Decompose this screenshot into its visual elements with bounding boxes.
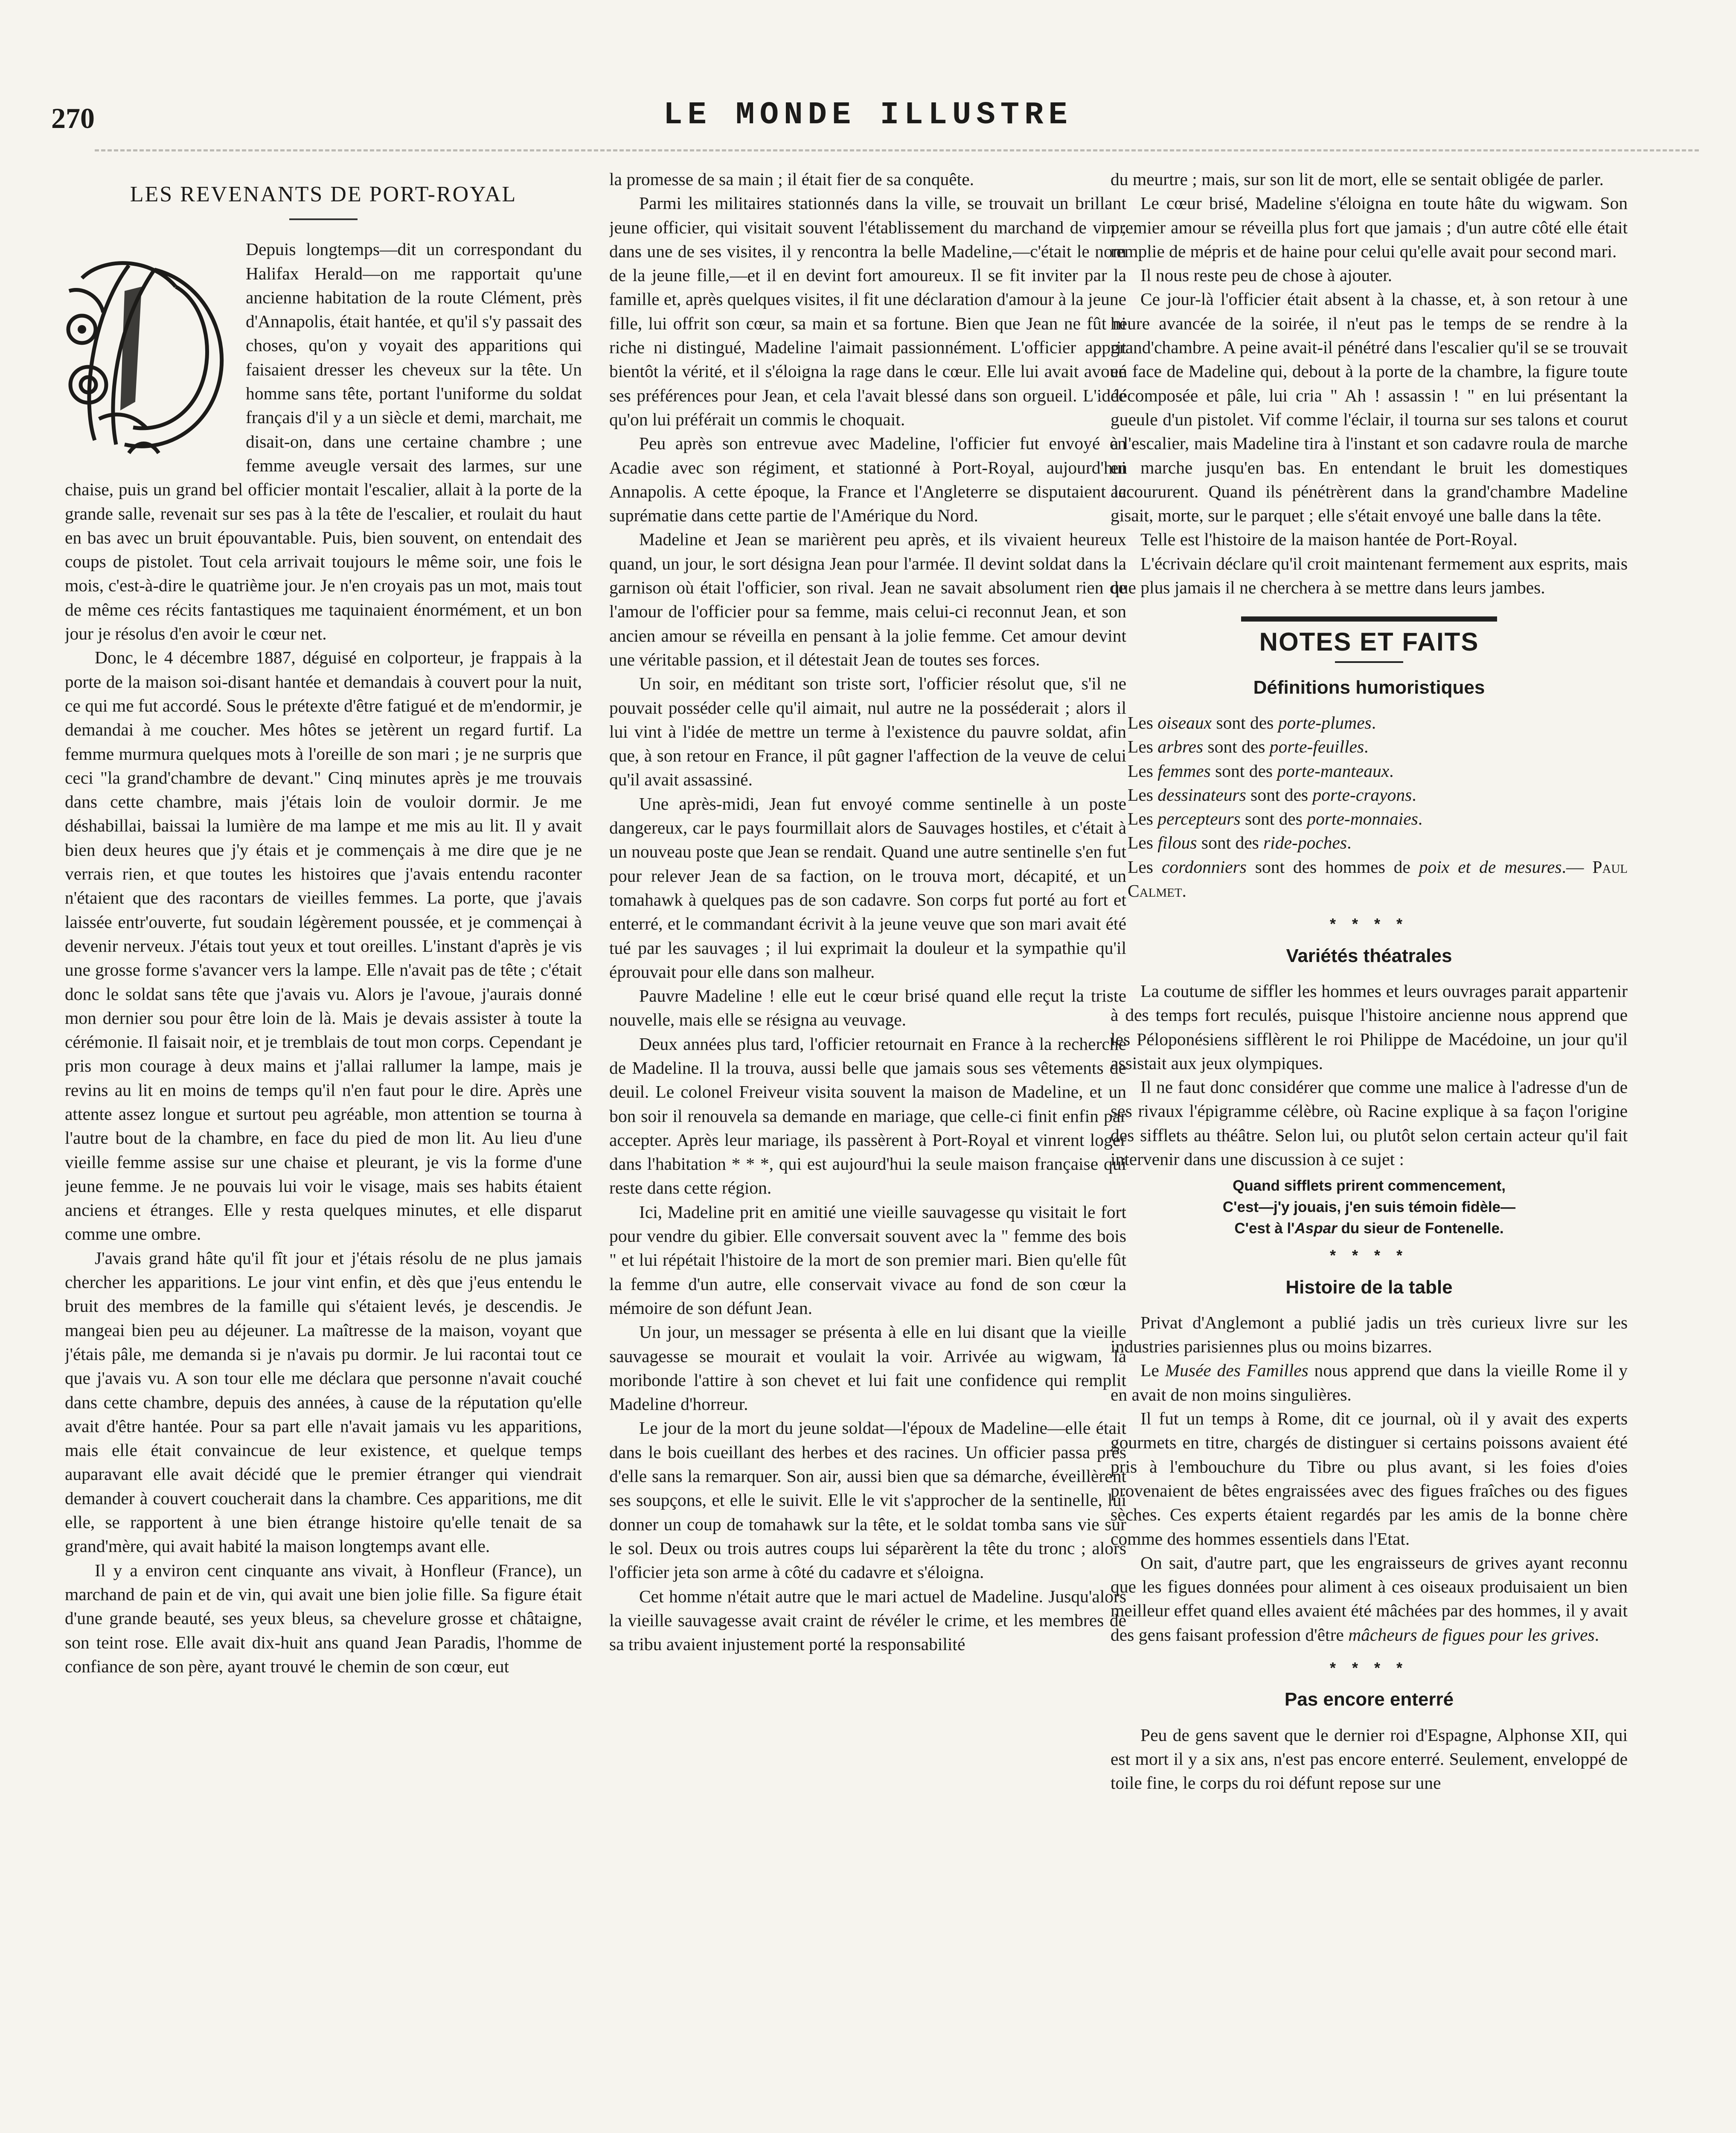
note-paragraph: La coutume de siffler les hommes et leurs ouvrages parait appartenir à des temps fort reculés, puisque l'histoire ancienne nous apprend que les Péloponésiens sifflèrent le roi Philippe de Macédoine, un jour qu'il assistait aux jeux olympiques. bbox=[1111, 981, 1628, 1073]
article-paragraph: J'avais grand hâte qu'il fît jour et j'étais résolu de ne plus jamais chercher les apparitions. Le jour vint enfin, et dès que j'eus entendu le bruit des membres de la famille qui s'étaient levés, je descendis. Je mangeai bien peu au déjeuner. La maîtresse de la maison, voyant que j'étais pâle, me demanda si je n'avais pu dormir. Je lui racontai tout ce que j'avais vu. A son tour elle me déclara que personne n'avait couché dans cette chambre, depuis des années, à cause de la réputation qu'elle avait d'être hantée. Pour sa part elle n'avait jamais vu les apparitions, mais elle était convaincue de leur existence, et quelque temps auparavant elle avait décidé que le premier étranger qui viendrait demander à couvert coucherait dans la chambre. Ces apparitions, me dit elle, se rapportent à une bien étrange histoire qu'elle tenait de sa grand'mère, qui avait habité la maison longtemps avant elle. bbox=[65, 1248, 582, 1556]
title-rule bbox=[289, 218, 358, 220]
article-paragraph: Parmi les militaires stationnés dans la ville, se trouvait un brillant jeune officier, qui visitait souvent l'établissement du marchand de vin ; dans une de ses visites, il y rencontra la belle Madeline,—c'était le nom de la jeune fille,—et il en devint fort amoureux. Il se fit inviter par la famille et, après quelques visites, il fit une déclaration d'amour à la jeune fille, lui offrit son cœur, sa main et sa fortune. Bien que Jean ne fût ni riche ni distingué, Madeline l'aimait passionnément. L'officier apprit bientôt la vérité, et il s'éloigna la rage dans le cœur. Elle lui avait avoué ses préférences pour Jean, et cela l'avait blessé dans son orgueil. L'idée qu'on lui préférait un commis le choquait. bbox=[609, 193, 1126, 429]
drop-cap-letter: D bbox=[246, 239, 259, 259]
article-paragraph: Il y a environ cent cinquante ans vivait, à Honfleur (France), un marchand de pain et de vin, qui avait une bien jolie fille. Sa figure était d'une grande beauté, ses yeux bleus, sa chevelure grosse et châtaigne, son teint rose. Elle avait dix-huit ans quand Jean Paradis, l'homme de confiance de son père, ayant trouvé le chemin de son cœur, eut bbox=[65, 1560, 582, 1676]
article-paragraph: Il nous reste peu de chose à ajouter. bbox=[1140, 265, 1393, 285]
article-paragraph: la promesse de sa main ; il était fier de sa conquête. bbox=[609, 169, 974, 189]
article-paragraph: Un soir, en méditant son triste sort, l'officier résolut que, s'il ne pouvait posséder celle qu'il aimait, nul autre ne la posséderait ; alors il lui vint à l'idée de mettre un terme à l'existence du pauvre soldat, afin que, à son retour en France, il pût gagner l'affection de la veuve de celui qu'il avait assassiné. bbox=[609, 674, 1126, 790]
article-paragraph: L'écrivain déclare qu'il croit maintenant fermement aux esprits, mais que plus jamais il ne cherchera à se mettre dans leurs jambes. bbox=[1111, 553, 1628, 598]
article-paragraph: Peu après son entrevue avec Madeline, l'officier fut envoyé en Acadie avec son régiment, et stationné à Port-Royal, aujourd'hui Annapolis. A cette époque, la France et l'Angleterre se disputaient la suprématie dans cette partie de l'Amérique du Nord. bbox=[609, 433, 1126, 526]
subsection-title: Variétés théatrales bbox=[1286, 945, 1452, 966]
article-paragraph: Une après-midi, Jean fut envoyé comme sentinelle à un poste dangereux, car le pays fourmillait alors de Sauvages hostiles, et c'était à un nouveau poste que Jean se rendait. Quand une autre sentinelle s'en fut pour relever Jean de sa faction, on le trouva mort, décapité, et un tomahawk à quelques pas de son cadavre. Son corps fut porté au fort et enterré, et le commandant écrivit à la jeune veuve que son mari avait été tué par les sauvages ; il lui exprimait la douleur et la sympathie qu'il éprouvait pour elle dans son malheur. bbox=[609, 793, 1126, 982]
note-paragraph: Le Musée des Familles nous apprend que dans la vieille Rome il y en avait de non moins singulières. bbox=[1111, 1360, 1628, 1404]
note-paragraph: Il ne faut donc considérer que comme une malice à l'adresse d'un de ses rivaux l'épigramme célèbre, où Racine explique à sa façon l'origine des sifflets au théâtre. Selon lui, ou plutôt selon certain acteur qu'il fait intervenir dans une discussion à ce sujet : bbox=[1111, 1077, 1628, 1169]
column-2 bbox=[609, 167, 1126, 2133]
definition-item: Les percepteurs sont des porte-monnaies. bbox=[1128, 809, 1423, 829]
article-paragraph: Ce jour-là l'officier était absent à la chasse, et, à son retour à une heure avancée de la soirée, il n'eut pas le temps de se rendre à la grand'chambre. A peine avait-il pénétré dans l'escalier qu'il se se trouvait en face de Madeline qui, debout à la porte de la chambre, la figure toute décomposée et pâle, lui cria " Ah ! assassin ! " en lui présentant la gueule d'un pistolet. Vif comme l'éclair, il tourna sur ses talons et courut à l'escalier, mais Madeline tira à l'instant et son cadavre roula de marche en marche jusqu'en bas. En entendant le bruit les domestiques accoururent. Quand ils pénétrèrent dans la grand'chambre Madeline gisait, morte, sur le parquet ; elle s'était envoyé une balle dans la tête. bbox=[1111, 289, 1628, 526]
article-paragraph: Cet homme n'était autre que le mari actuel de Madeline. Jusqu'alors la vieille sauvagesse avait craint de révéler le crime, et les membres de sa tribu avaient injustement porté la responsabilité bbox=[609, 1586, 1126, 1654]
column-3 bbox=[1111, 167, 1628, 2133]
note-paragraph: On sait, d'autre part, que les engraisseurs de grives ayant reconnu que les figues données pour aliment à ces oiseaux produisaient un bien meilleur effet quand elles avaient été mâchées par des hommes, il y avait des gens faisant profession d'être mâcheurs de figues pour les grives. bbox=[1111, 1552, 1628, 1645]
article-paragraph: Le jour de la mort du jeune soldat—l'époux de Madeline—elle était dans le bois cueillant des herbes et des racines. Un officier passa près d'elle sans la remarquer. Son air, aussi bien que sa démarche, éveillèrent ses soupçons, et elle le suivit. Elle le vit s'approcher de la sentinelle, lui donner un coup de tomahawk sur la tête, et le soldat tomba sans vie sur le sol. Deux ou trois autres coups lui séparèrent la tête du tronc ; alors l'officier jeta son arme à côté du cadavre et s'éloigna. bbox=[609, 1418, 1126, 1582]
note-paragraph: Privat d'Anglemont a publié jadis un très curieux livre sur les industries parisiennes plus ou moins bizarres. bbox=[1111, 1312, 1628, 1357]
journal-title: LE MONDE ILLUSTRE bbox=[663, 97, 1073, 133]
section-rule-bottom bbox=[1335, 661, 1403, 663]
article-paragraph: Deux années plus tard, l'officier retournait en France à la recherche de Madeline. Il la trouva, aussi belle que jamais sous ses vêtements de deuil. Le colonel Freiveur visita souvent la maison de Madeline, et un bon soir il renouvela sa demande en mariage, que celle-ci finit enfin par accepter. Après leur mariage, ils passèrent à Port-Royal et vinrent loger dans l'habitation * * *, qui est aujourd'hui la seule maison française qui reste dans cette région. bbox=[609, 1034, 1126, 1198]
header-rule bbox=[95, 149, 1699, 151]
definition-item: Les oiseaux sont des porte-plumes. bbox=[1128, 712, 1376, 732]
separator-stars: * * * * bbox=[1329, 1659, 1409, 1677]
subsection-title: Définitions humoristiques bbox=[1253, 677, 1485, 698]
definition-item: Les filous sont des ride-poches. bbox=[1128, 833, 1352, 853]
note-paragraph: Il fut un temps à Rome, dit ce journal, où il y avait des experts gourmets en titre, chargés de distinguer si certains poissons avaient été pris à l'embouchure du Tibre ou plus avant, si les foies d'oies provenaient de bêtes engraissées avec des figues fraîches ou des figues sèches. Ces experts étaient regardés par les amis de la bonne chère comme des hommes essentiels dans l'Etat. bbox=[1111, 1409, 1628, 1549]
column-1 bbox=[65, 167, 582, 2133]
section-rule-top bbox=[1241, 616, 1497, 622]
note-paragraph: Peu de gens savent que le dernier roi d'Espagne, Alphonse XII, qui est mort il y a six ans, n'est pas encore enterré. Seulement, enveloppé de toile fine, le corps du roi défunt repose sur une bbox=[1111, 1725, 1628, 1793]
definition-item: Les dessinateurs sont des porte-crayons. bbox=[1128, 785, 1416, 805]
ornamental-initial-d bbox=[65, 240, 236, 466]
section-title: NOTES ET FAITS bbox=[1259, 628, 1479, 657]
article-paragraph: Le cœur brisé, Madeline s'éloigna en toute hâte du wigwam. Son premier amour se réveilla plus fort que jamais ; d'un autre côté elle était remplie de mépris et de haine pour celui qu'elle avait pour second mari. bbox=[1111, 193, 1628, 261]
article-paragraph: Un jour, un messager se présenta à elle en lui disant que la vieille sauvagesse se mourait et voulait la voir. Arrivée au wigwam, la moribonde l'attire à son chevet et lui fait une confidence qui remplit Madeline d'horreur. bbox=[609, 1322, 1126, 1414]
article-paragraph: Telle est l'histoire de la maison hantée de Port-Royal. bbox=[1140, 529, 1518, 549]
definition-item: Les arbres sont des porte-feuilles. bbox=[1128, 737, 1369, 757]
separator-stars: * * * * bbox=[1329, 915, 1409, 933]
author-signature: Paul Calmet. bbox=[1128, 857, 1628, 901]
page-number: 270 bbox=[51, 102, 95, 134]
article-paragraph: Ici, Madeline prit en amitié une vieille sauvagesse qu visitait le fort pour vendre du gibier. Elle conversait souvent avec la " femme des bois " et lui répétait l'histoire de la mort de son premier mari. Bien qu'elle fût la femme d'un autre, elle conservait vivace au fond de son cœur la mémoire de son défunt Jean. bbox=[609, 1202, 1126, 1318]
article-paragraph: Donc, le 4 décembre 1887, déguisé en colporteur, je frappais à la porte de la maison soi-disant hantée et demandais à couvert pour la nuit, ce qui me fut accordé. Sous le prétexte d'être fatigué et de m'endormir, je demandai à me coucher. Mes hôtes se jetèrent un regard furtif. La femme murmura quelques mots à l'oreille de son mari ; je ne surpris que ceci "la grand'chambre de devant." Cinq minutes après je me trouvais dans cette chambre, mais j'étais loin de vouloir dormir. Je me déshabillai, baissai la lumière de ma lampe et me mis au lit. Il y avait bien deux heures que j'y étais et je commençais à me dire que je ne verrais rien, et que toutes les histoires que j'avais entendu raconter n'étaient que des racontars de vieilles femmes. La porte, que j'avais laissée entr'ouverte, fut soudain légèrement poussée, et je commençai à devenir nerveux. J'étais tout yeux et tout oreilles. L'instant d'après je vis une grosse forme s'avancer vers la lampe. Elle n'avait pas de tête ; c'était donc le soldat sans tête que j'avais vu. Alors je l'avoue, j'aurais donné mon dernier sou pour être loin de là. Mais je devais assister à toute la cérémonie. Il faisait noir, et je tremblais de tout mon corps. Cependant je pris mon courage à deux mains et j'allai rallumer la lampe, mais je revins au lit en moins de temps qu'il n'en faut pour le dire. Après une attente assez longue et surtout peu agréable, mon attention se tourna à l'autre bout de la chambre, en face du pied de mon lit. Au lieu d'une vieille femme assise sur une chaise et pleurant, je vis la forme d'une jeune femme. Je ne pouvais lui voir le visage, mais ses habits étaient anciens et étranges. Elle y resta quelques minutes, et elle disparut comme une ombre. bbox=[65, 648, 582, 1244]
definition-item: Les femmes sont des porte-manteaux. bbox=[1128, 761, 1394, 781]
definition-item: Les cordonniers sont des hommes de poix et de mesures.— Paul Calmet. bbox=[1128, 857, 1628, 901]
article-paragraph: Pauvre Madeline ! elle eut le cœur brisé quand elle reçut la triste nouvelle, mais elle se résigna au veuvage. bbox=[609, 986, 1126, 1030]
verse-quote: Quand sifflets prirent commencement, C'est—j'y jouais, j'en suis témoin fidèle— C'est à l'Aspar du sieur de Fontenelle. bbox=[1222, 1177, 1516, 1237]
subsection-title: Histoire de la table bbox=[1285, 1276, 1453, 1298]
separator-stars: * * * * bbox=[1329, 1247, 1409, 1264]
article-title: LES REVENANTS DE PORT-ROYAL bbox=[130, 182, 517, 206]
article-paragraph: du meurtre ; mais, sur son lit de mort, elle se sentait obligée de parler. bbox=[1111, 169, 1604, 189]
article-paragraph: Madeline et Jean se marièrent peu après, et ils vivaient heureux quand, un jour, le sort désigna Jean pour l'armée. Il devint soldat dans la garnison où était l'officier, son rival. Jean ne savait absolument rien de l'amour de l'officier pour sa femme, mais celui-ci reconnut Jean, et son ancien amour se réveilla en pensant à la jolie femme. Cet amour devint une véritable passion, et il détestait Jean de toutes ses forces. bbox=[609, 529, 1126, 669]
article-paragraph: Depuis longtemps—dit un correspondant du Halifax Herald—on me rapportait qu'une ancienne habitation de la route Clément, près d'Annapolis, était hantée, et qu'il s'y passait des choses, qu'on y voyait des apparitions qui faisaient dresser les cheveux sur la tête. Un homme sans tête, portant l'uniforme du soldat français d'il y a un siècle et demi, marchait, me disait-on, dans une certaine chambre ; une femme aveugle versait des larmes, sur une chaise, puis un grand bel officier montait l'escalier, allait à la porte de la grande salle, revenait sur ses pas à la tête de l'escalier, et roulait du haut en bas avec un bruit épouvantable. Puis, bien souvent, on entendait des coups de pistolet. Tout cela arrivait toujours le même soir, une fois le mois, c'est-à-dire le quatrième jour. Je n'en croyais pas un mot, mais tout de même ces récits fantastiques me taquinaient énormément, et un bon jour je résolus d'en avoir le cœur net. bbox=[65, 239, 582, 644]
subsection-title: Pas encore enterré bbox=[1284, 1689, 1454, 1710]
definitions-list bbox=[1128, 711, 1628, 903]
